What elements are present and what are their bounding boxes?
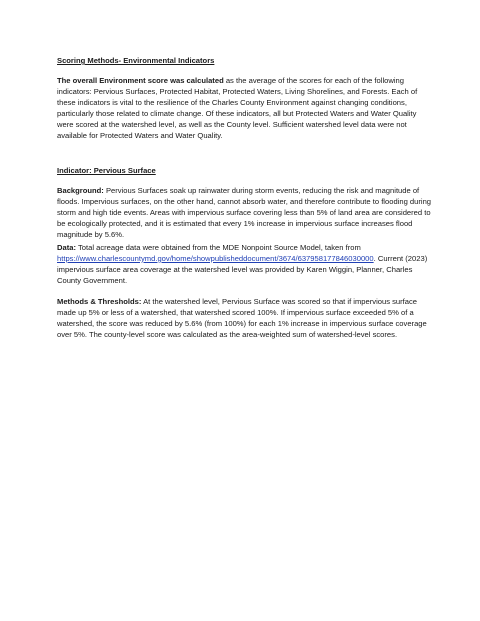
- overall-body: as the average of the scores for each of the following indicators: Pervious Surfaces, Protected Habitat, Protected Waters, Living Shorelines, and Forests. Each of these indicators is vital to the resilience of the Charles County Environment against changing conditions, particularly those related to climate change. Of these indicators, all but Protected Waters and Water Quality were scored at the watershed level, as well as the County level. Sufficient watershed level data were not available for Protected Waters and Water Quality.: [57, 76, 418, 140]
- methods-paragraph: [57, 297, 431, 341]
- data-paragraph: [57, 243, 431, 287]
- methods-body: At the watershed level, Pervious Surface was scored so that if impervious surface made up 5% or less of a watershed, that watershed scored 100%. If impervious surface exceeded 5% of a watershed, the score was reduced by 5.6% (from 100%) for each 1% increase in impervious surface coverage over 5%. The county-level score was calculated as the area-weighted sum of watershed-level scores.: [57, 297, 427, 339]
- overall-lead: The overall Environment score was calculated: [57, 76, 224, 85]
- background-body: Pervious Surfaces soak up rainwater during storm events, reducing the risk and magnitude of floods. Impervious surfaces, on the other hand, cannot absorb water, and therefore contribute to flooding during storm and high tide events. Areas with impervious surface covering less than 5% of land area are considered to be ecologically protected, and it is estimated that every 1% increase in impervious surface increases flood magnitude by 5.6%.: [57, 186, 432, 239]
- overall-paragraph: [57, 76, 431, 141]
- methods-label: Methods & Thresholds:: [57, 297, 142, 306]
- data-body-2: . Current (2023) impervious surface area coverage at the watershed level was provided by Karen Wiggin, Planner, Charles County Government.: [57, 253, 428, 285]
- data-label: Data:: [57, 243, 76, 252]
- background-label: Background:: [57, 186, 104, 195]
- section-heading-indicator: [57, 166, 431, 177]
- section-heading-scoring: [57, 56, 431, 67]
- data-body: Total acreage data were obtained from the MDE Nonpoint Source Model, taken from: [77, 243, 361, 252]
- background-paragraph: [57, 186, 431, 241]
- indicator-heading: Indicator: Pervious Surface: [57, 166, 156, 175]
- source-link[interactable]: https://www.charlescountymd.gov/home/showpublisheddocument/3674/637958177846030000: [57, 253, 374, 263]
- scoring-heading: Scoring Methods- Environmental Indicators: [57, 56, 215, 65]
